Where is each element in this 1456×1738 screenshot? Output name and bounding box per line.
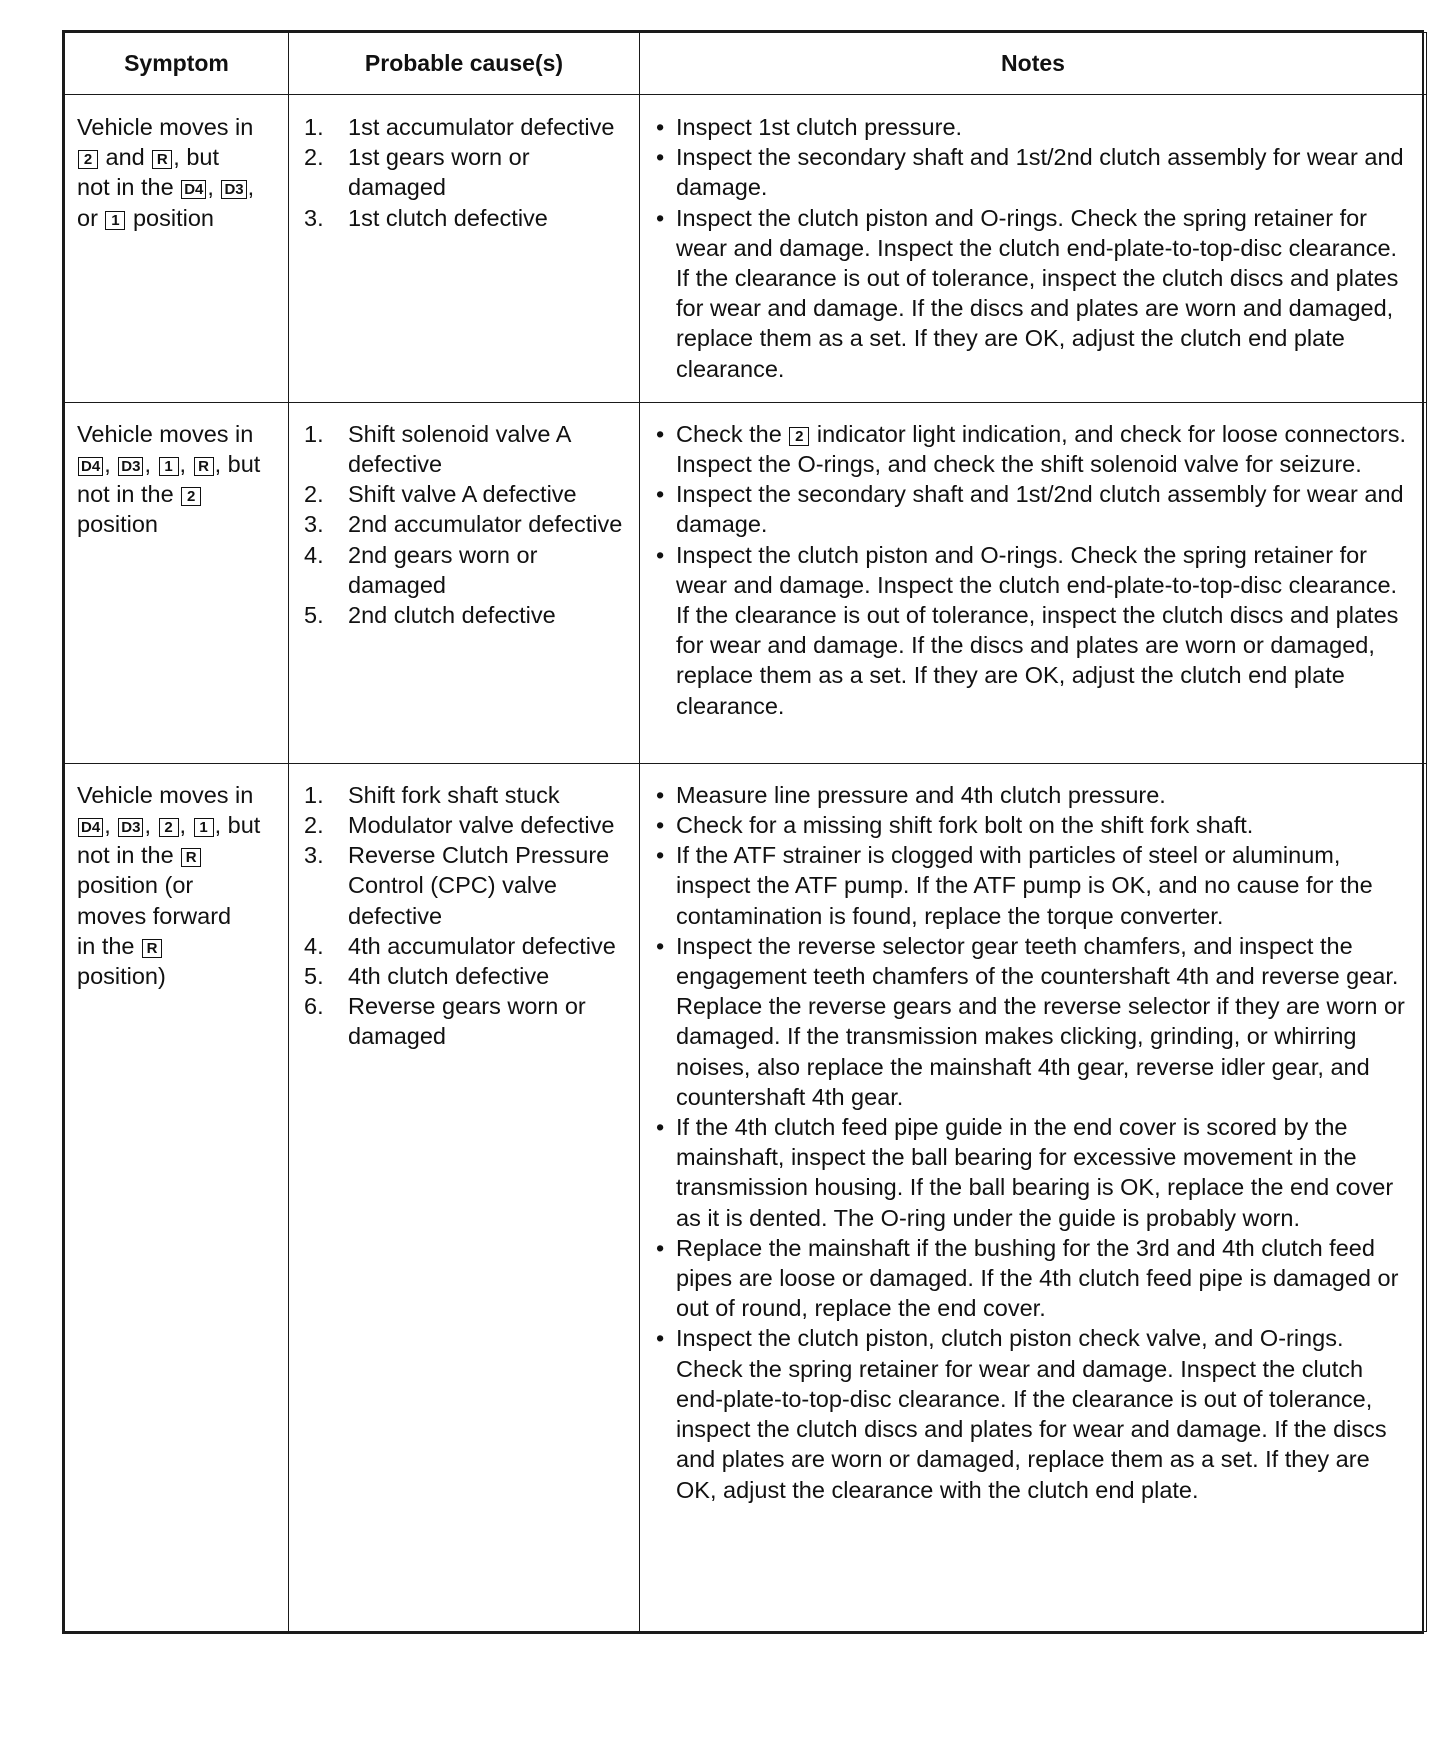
symptom-text: , xyxy=(104,812,118,839)
cause-number: 2. xyxy=(304,144,324,171)
gear-position-badge: D3 xyxy=(118,818,143,837)
table-row xyxy=(65,763,1427,1631)
symptom-line xyxy=(77,810,282,840)
symptom-text: position xyxy=(77,511,158,538)
gear-position-badge: 2 xyxy=(159,818,179,837)
cause-number: 3. xyxy=(304,842,324,869)
cause-number: 5. xyxy=(304,602,324,629)
symptom-text: not in the xyxy=(77,481,181,508)
symptom-text: , xyxy=(247,174,255,201)
cause-number: 6. xyxy=(304,993,324,1020)
symptom-text: in the xyxy=(77,932,142,959)
cause-text: 2nd clutch defective xyxy=(348,602,556,629)
cause-number: 4. xyxy=(304,932,324,959)
cause-number: 4. xyxy=(304,541,324,568)
causes-list xyxy=(299,112,629,233)
symptom-line xyxy=(77,479,282,509)
note-item: • Check for a missing shift fork bolt on the shift fork shaft. xyxy=(650,810,1416,840)
cause-text: 1st accumulator defective xyxy=(348,114,615,140)
gear-position-badge: D3 xyxy=(221,180,246,199)
cause-item xyxy=(299,479,629,509)
gear-position-badge: 1 xyxy=(194,818,214,837)
causes-cell xyxy=(289,95,640,403)
troubleshooting-table-frame xyxy=(62,30,1424,1634)
symptom-line xyxy=(77,870,282,900)
gear-position-badge: 2 xyxy=(789,427,809,446)
cause-item xyxy=(299,840,629,931)
gear-position-badge: R xyxy=(152,150,172,169)
gear-position-badge: D4 xyxy=(181,180,206,199)
symptom-text: Vehicle moves in xyxy=(77,114,254,140)
notes-cell xyxy=(640,95,1427,403)
symptom-text: position) xyxy=(77,963,166,990)
note-item: • Inspect the secondary shaft and 1st/2nd clutch assembly for wear and damage. xyxy=(650,479,1416,539)
symptom-text: , xyxy=(104,451,118,478)
cause-text: 4th accumulator defective xyxy=(348,932,616,959)
cause-item xyxy=(299,931,629,961)
cause-item xyxy=(299,509,629,539)
cause-item xyxy=(299,112,629,142)
symptom-text: , xyxy=(144,812,158,839)
note-item: • Inspect the clutch piston, clutch piston check valve, and O-rings. Check the spring retainer for wear and damage. Inspect the clutch end-plate-to-top-disc clearance. If the clearance is out of tolerance, inspect the clutch discs and plates for wear and damage. If the discs and plates are worn or damaged, replace them as a set. If they are OK, adjust the clearance with the clutch end plate. xyxy=(650,1323,1416,1504)
cause-item xyxy=(299,419,629,479)
notes-cell xyxy=(640,402,1427,763)
symptom-cell xyxy=(65,763,289,1631)
cause-text: Shift valve A defective xyxy=(348,481,577,508)
symptom-text: , but xyxy=(173,144,220,171)
note-item: • Inspect the reverse selector gear teeth chamfers, and inspect the engagement teeth chamfers of the countershaft 4th and reverse gear. Replace the reverse gears and the reverse selector if they are worn or damaged. If the transmission makes clicking, grinding, or whirring noises, also replace the mainshaft 4th gear, reverse idler gear, and countershaft 4th gear. xyxy=(650,931,1416,1112)
cause-text: 2nd gears worn or damaged xyxy=(348,541,538,598)
note-item: • Inspect the secondary shaft and 1st/2nd clutch assembly for wear and damage. xyxy=(650,142,1416,202)
symptom-line xyxy=(77,931,282,961)
gear-position-badge: R xyxy=(142,939,162,958)
header-row xyxy=(65,33,1427,95)
notes-list xyxy=(650,419,1416,721)
symptom-text: and xyxy=(99,144,152,171)
symptom-text: moves forward xyxy=(77,902,232,929)
note-item: • Inspect the clutch piston and O-rings. Check the spring retainer for wear and damage. Inspect the clutch end-plate-to-top-disc clearance. If the clearance is out of tolerance, inspect the clutch discs and plates for wear and damage. If the discs and plates are worn and damaged, replace them as a set. If they are OK, adjust the clutch end plate clearance. xyxy=(650,203,1416,384)
causes-cell xyxy=(289,763,640,1631)
note-text: Check the xyxy=(676,420,789,447)
causes-cell xyxy=(289,402,640,763)
symptom-line xyxy=(77,509,282,539)
gear-position-badge: 2 xyxy=(78,150,98,169)
cause-number: 1. xyxy=(304,114,324,140)
symptom-text: not in the xyxy=(77,174,181,201)
gear-position-badge: R xyxy=(194,457,214,476)
note-item: • If the ATF strainer is clogged with particles of steel or aluminum, inspect the ATF pump. If the ATF pump is OK, and no cause for the contamination is found, replace the torque converter. xyxy=(650,840,1416,931)
cause-text: 1st gears worn or damaged xyxy=(348,144,530,201)
note-item: • Replace the mainshaft if the bushing for the 3rd and 4th clutch feed pipes are loose or damaged. If the 4th clutch feed pipe is damaged or out of round, replace the end cover. xyxy=(650,1233,1416,1324)
symptom-text: , xyxy=(207,174,221,201)
cause-number: 1. xyxy=(304,781,324,808)
cause-text: Reverse Clutch Pressure Control (CPC) valve defective xyxy=(348,842,610,929)
cause-number: 5. xyxy=(304,963,324,990)
cause-item xyxy=(299,961,629,991)
symptom-cell xyxy=(65,402,289,763)
table-row xyxy=(65,402,1427,763)
notes-list xyxy=(650,112,1416,384)
symptom-line xyxy=(77,961,282,991)
gear-position-badge: 2 xyxy=(181,487,201,506)
cause-item xyxy=(299,203,629,233)
cause-item xyxy=(299,780,629,810)
header-symptom: Symptom xyxy=(65,33,289,95)
symptom-line xyxy=(77,449,282,479)
note-item xyxy=(650,419,1416,479)
cause-number: 3. xyxy=(304,511,324,538)
symptom-text: , xyxy=(179,812,193,839)
causes-list xyxy=(299,780,629,1052)
cause-item xyxy=(299,540,629,600)
note-item: • Inspect the clutch piston and O-rings. Check the spring retainer for wear and damage. Inspect the clutch end-plate-to-top-disc clearance. If the clearance is out of tolerance, inspect the clutch discs and plates for wear and damage. If the discs and plates are worn or damaged, replace them as a set. If they are OK, adjust the clutch end plate clearance. xyxy=(650,540,1416,721)
symptom-cell xyxy=(65,95,289,403)
symptom-text: , but xyxy=(214,812,261,839)
header-probable-causes: Probable cause(s) xyxy=(289,33,640,95)
symptom-line xyxy=(77,901,282,931)
note-item: • If the 4th clutch feed pipe guide in the end cover is scored by the mainshaft, inspect the ball bearing for excessive movement in the transmission housing. If the ball bearing is OK, replace the end cover as it is dented. The O-ring under the guide is probably worn. xyxy=(650,1112,1416,1233)
gear-position-badge: 1 xyxy=(105,211,125,230)
cause-text: 2nd accumulator defective xyxy=(348,511,623,538)
symptom-text: or xyxy=(77,204,105,231)
gear-position-badge: R xyxy=(181,848,201,867)
cause-number: 2. xyxy=(304,812,324,839)
cause-text: Reverse gears worn or damaged xyxy=(348,993,586,1050)
gear-position-badge: D4 xyxy=(78,818,103,837)
cause-number: 1. xyxy=(304,420,324,447)
note-text: indicator light indication, and check for loose connectors. Inspect the O-rings, and check the shift solenoid valve for seizure. xyxy=(676,420,1407,478)
cause-number: 3. xyxy=(304,204,324,231)
notes-cell xyxy=(640,763,1427,1631)
gear-position-badge: 1 xyxy=(159,457,179,476)
symptom-line xyxy=(77,840,282,870)
symptom-text: , xyxy=(144,451,158,478)
cause-item xyxy=(299,142,629,202)
header-notes: Notes xyxy=(640,33,1427,95)
symptom-line xyxy=(77,203,282,233)
symptom-line xyxy=(77,780,282,810)
symptom-line xyxy=(77,419,282,449)
symptom-text: not in the xyxy=(77,842,181,869)
cause-text: 1st clutch defective xyxy=(348,204,548,231)
symptom-line xyxy=(77,112,282,142)
symptom-text: Vehicle moves in xyxy=(77,420,254,447)
troubleshooting-table xyxy=(64,32,1427,1632)
note-item: • Measure line pressure and 4th clutch pressure. xyxy=(650,780,1416,810)
cause-number: 2. xyxy=(304,481,324,508)
cause-item xyxy=(299,600,629,630)
notes-list xyxy=(650,780,1416,1505)
note-item: • Inspect 1st clutch pressure. xyxy=(650,112,1416,142)
gear-position-badge: D4 xyxy=(78,457,103,476)
symptom-text: position xyxy=(126,204,214,231)
cause-text: Shift fork shaft stuck xyxy=(348,781,560,808)
symptom-text: Vehicle moves in xyxy=(77,781,254,808)
cause-text: 4th clutch defective xyxy=(348,963,550,990)
symptom-line xyxy=(77,172,282,202)
gear-position-badge: D3 xyxy=(118,457,143,476)
symptom-line xyxy=(77,142,282,172)
symptom-text: position (or xyxy=(77,872,194,899)
cause-item xyxy=(299,810,629,840)
cause-item xyxy=(299,991,629,1051)
symptom-text: , but xyxy=(214,451,261,478)
cause-text: Shift solenoid valve A defective xyxy=(348,420,571,478)
table-row xyxy=(65,95,1427,403)
causes-list xyxy=(299,419,629,630)
symptom-text: , xyxy=(179,451,193,478)
cause-text: Modulator valve defective xyxy=(348,812,615,839)
